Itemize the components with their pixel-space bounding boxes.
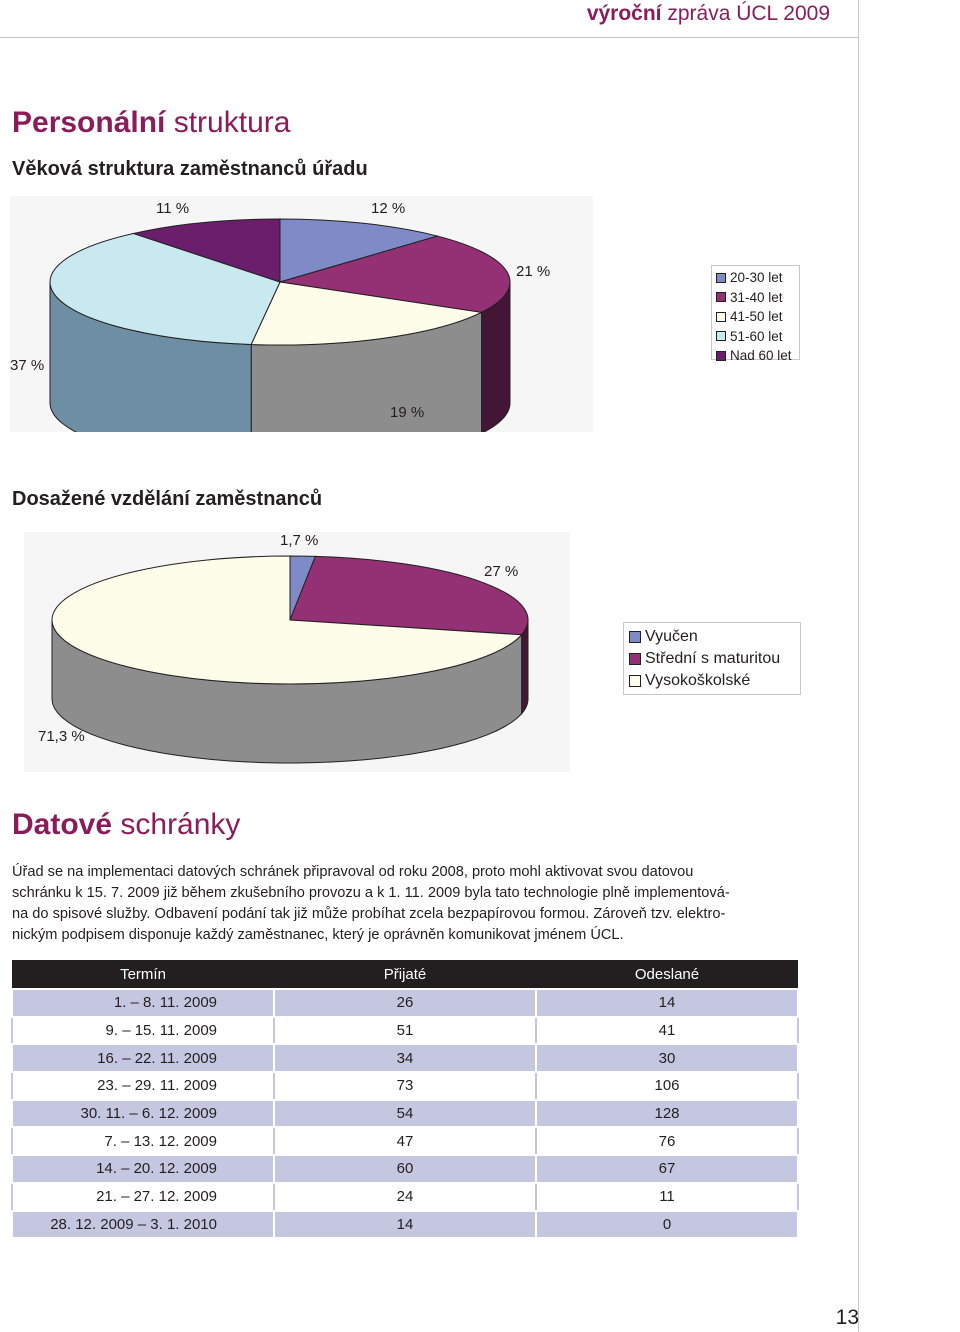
age-label-11: 11 %: [156, 200, 190, 217]
age-label-12: 12 %: [371, 200, 406, 217]
cell-termin: 16. – 22. 11. 2009: [12, 1044, 274, 1072]
table-row: [12, 989, 798, 1017]
cell-prijate: 73: [274, 1072, 536, 1100]
legend-item: [716, 288, 795, 308]
edu-label-71-3: 71,3 %: [38, 728, 85, 745]
report-header: [587, 2, 830, 26]
header-rest: zpráva ÚCL 2009: [661, 2, 830, 25]
title-rest: schránky: [112, 808, 241, 841]
legend-label: Vyučen: [645, 628, 698, 645]
legend-item: [716, 268, 795, 288]
legend-item: [629, 648, 795, 670]
cell-odeslane: 128: [536, 1100, 798, 1128]
legend-swatch: [629, 675, 641, 687]
page-number: 13: [835, 1306, 859, 1329]
legend-swatch: [716, 331, 726, 341]
cell-odeslane: 0: [536, 1211, 798, 1239]
table-row: [12, 1100, 798, 1128]
edu-label-1-7: 1,7 %: [280, 532, 319, 549]
cell-prijate: 60: [274, 1155, 536, 1183]
messages-table: [11, 960, 799, 1239]
legend-label: Střední s maturitou: [645, 650, 781, 667]
table-row: [12, 1044, 798, 1072]
cell-odeslane: 14: [536, 989, 798, 1017]
paragraph-line: na do spisové služby. Odbavení podání tak již může probíhat zcela bezpapírovou formou. Zároveň tzv. elektro-: [12, 906, 726, 922]
table-body: [12, 989, 798, 1238]
age-label-19: 19 %: [390, 404, 425, 421]
cell-prijate: 26: [274, 989, 536, 1017]
paragraph-line: nickým podpisem disponuje každý zaměstnanec, který je oprávněn komunikovat jménem ÚCL.: [12, 927, 624, 943]
legend-label: 41-50 let: [730, 309, 783, 325]
edu-label-27: 27 %: [484, 563, 519, 580]
table-row: [12, 1211, 798, 1239]
header-bold: výroční: [586, 2, 662, 25]
cell-odeslane: 76: [536, 1127, 798, 1155]
cell-prijate: 54: [274, 1100, 536, 1128]
table-row: [12, 1072, 798, 1100]
header-divider: [0, 37, 859, 38]
paragraph-line: schránku k 15. 7. 2009 již během zkušebního provozu a k 1. 11. 2009 byla tato technologie plně implementová-: [12, 885, 730, 901]
cell-prijate: 24: [274, 1183, 536, 1211]
cell-termin: 21. – 27. 12. 2009: [12, 1183, 274, 1211]
legend-label: 31-40 let: [730, 289, 783, 305]
cell-termin: 14. – 20. 12. 2009: [12, 1155, 274, 1183]
cell-odeslane: 41: [536, 1017, 798, 1045]
cell-prijate: 47: [274, 1127, 536, 1155]
age-chart-title: Věková struktura zaměstnanců úřadu: [12, 158, 368, 180]
legend-item: [716, 327, 795, 347]
edu-legend: [623, 622, 801, 695]
cell-termin: 23. – 29. 11. 2009: [12, 1072, 274, 1100]
cell-termin: 1. – 8. 11. 2009: [12, 989, 274, 1017]
legend-swatch: [629, 653, 641, 665]
header-prijate: Přijaté: [274, 960, 536, 989]
age-chart: [10, 196, 593, 432]
legend-item: [629, 626, 795, 648]
legend-swatch: [716, 351, 726, 361]
age-pie-svg: [10, 196, 593, 432]
cell-termin: 7. – 13. 12. 2009: [12, 1127, 274, 1155]
legend-item: [716, 307, 795, 327]
cell-prijate: 51: [274, 1017, 536, 1045]
table-row: [12, 1017, 798, 1045]
header-odeslane: Odeslané: [536, 960, 798, 989]
legend-swatch: [716, 312, 726, 322]
legend-swatch: [716, 292, 726, 302]
table-row: [12, 1155, 798, 1183]
table-row: [12, 1183, 798, 1211]
age-label-37: 37 %: [10, 357, 45, 374]
cell-odeslane: 30: [536, 1044, 798, 1072]
datove-paragraph: [12, 862, 812, 946]
section-title-personnel: [12, 106, 290, 140]
header-termin: Termín: [12, 960, 274, 989]
cell-termin: 28. 12. 2009 – 3. 1. 2010: [12, 1211, 274, 1239]
cell-odeslane: 106: [536, 1072, 798, 1100]
age-legend: [711, 265, 800, 364]
legend-swatch: [716, 273, 726, 283]
legend-label: 51-60 let: [730, 328, 783, 344]
cell-odeslane: 11: [536, 1183, 798, 1211]
cell-odeslane: 67: [536, 1155, 798, 1183]
cell-termin: 9. – 15. 11. 2009: [12, 1017, 274, 1045]
edu-chart-title: Dosažené vzdělání zaměstnanců: [12, 488, 323, 510]
title-bold: Datové: [12, 808, 113, 841]
title-rest: struktura: [165, 106, 291, 139]
paragraph-line: Úřad se na implementaci datových schránek připravoval od roku 2008, proto mohl aktivovat svou datovou: [12, 864, 694, 880]
legend-item: [716, 346, 795, 366]
table-header-row: [12, 960, 798, 989]
cell-prijate: 34: [274, 1044, 536, 1072]
legend-label: Nad 60 let: [730, 348, 792, 364]
legend-item: [629, 670, 795, 692]
legend-swatch: [629, 631, 641, 643]
cell-termin: 30. 11. – 6. 12. 2009: [12, 1100, 274, 1128]
cell-prijate: 14: [274, 1211, 536, 1239]
title-bold: Personální: [12, 106, 166, 139]
legend-label: 20-30 let: [730, 270, 783, 286]
table-row: [12, 1127, 798, 1155]
section-title-datove: [12, 808, 240, 842]
edu-chart: [24, 532, 570, 772]
legend-label: Vysokoškolské: [645, 672, 751, 689]
page-divider-vertical: [858, 0, 859, 1332]
age-label-21: 21 %: [516, 263, 551, 280]
